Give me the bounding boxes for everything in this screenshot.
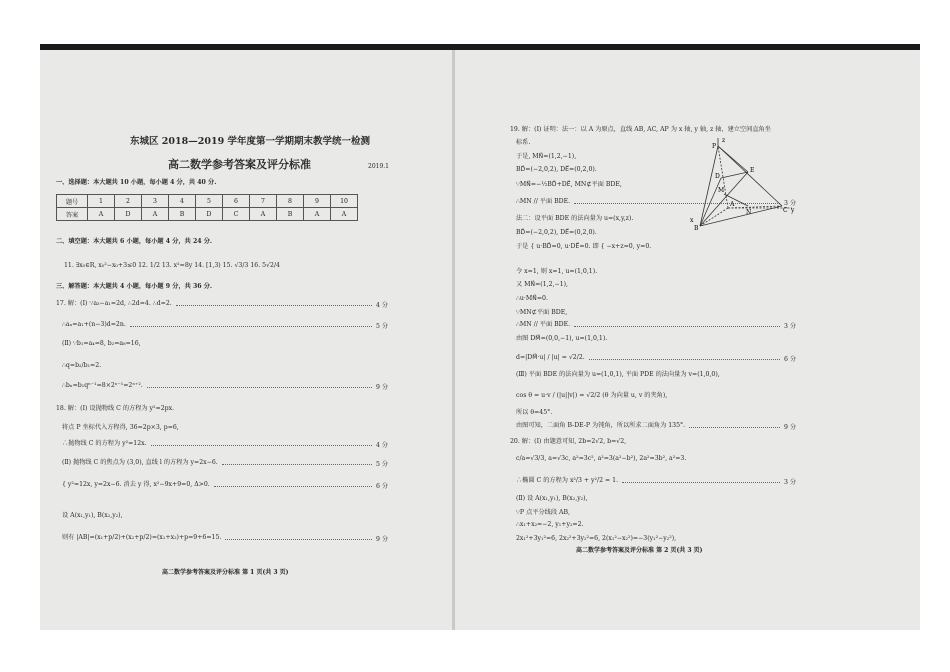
solution-line: 标系. bbox=[516, 139, 531, 146]
solution-line: d=|DM⃗·u| / |u| = √2/2. bbox=[516, 354, 585, 361]
score-mark: 3 分 bbox=[784, 479, 797, 486]
solution-line: (Ⅲ) 平面 BDE 的法向量为 u=(1,0,1), 平面 PDE 的法向量为 v=(1,0,0), bbox=[516, 371, 720, 378]
table-cell: 2 bbox=[115, 195, 142, 208]
solution-line: ∴aₙ=a₁+(n−3)d=2n. bbox=[62, 321, 126, 328]
table-cell: A bbox=[250, 208, 277, 221]
score-mark: 9 分 bbox=[376, 536, 389, 543]
leader-dots bbox=[130, 321, 372, 327]
figure-label-c: C bbox=[783, 207, 788, 214]
table-cell: 5 bbox=[196, 195, 223, 208]
solution-line: 20. 解：(Ⅰ) 由题意可知, 2b=2√2, b=√2, bbox=[510, 438, 627, 445]
figure-label-a: A bbox=[730, 201, 735, 208]
figure-label-y: y bbox=[791, 207, 795, 214]
solution-line: 18. 解：(Ⅰ) 设抛物线 C 的方程为 y²=2px. bbox=[56, 405, 175, 412]
leader-dots bbox=[176, 300, 372, 306]
solution-line: 由图 DM⃗=(0,0,−1), u=(1,0,1). bbox=[516, 335, 608, 342]
answer-table bbox=[56, 194, 358, 221]
solution-line: 将点 P 坐标代入方程得, 36=2p×3, p=6, bbox=[62, 424, 179, 431]
score-mark: 4 分 bbox=[376, 302, 389, 309]
exam-title: 东城区 2018—2019 学年度第一学期期末教学统一检测 bbox=[130, 136, 370, 147]
table-row bbox=[57, 208, 358, 221]
leader-dots bbox=[689, 422, 780, 428]
page-gutter bbox=[452, 50, 455, 630]
solution-line: ∴u·MN⃗=0. bbox=[516, 295, 548, 302]
score-mark: 4 分 bbox=[376, 442, 389, 449]
leader-dots bbox=[214, 481, 372, 487]
figure-label-z: z bbox=[722, 137, 726, 144]
solution-line: cos θ = u·v / (|u||v|) = √2/2 (θ 为向量 u, v 的夹角), bbox=[516, 392, 668, 399]
figure-label-b: B bbox=[694, 225, 699, 232]
table-cell: 4 bbox=[169, 195, 196, 208]
figure-label-n: N bbox=[746, 209, 752, 216]
exam-subtitle: 高二数学参考答案及评分标准 bbox=[168, 158, 311, 171]
table-cell: 8 bbox=[277, 195, 304, 208]
solution-line: (Ⅱ) ∵b₁=a₄=8, b₂=a₈=16, bbox=[62, 340, 141, 347]
solution-line: ∴x₁+x₂=−2, y₁+y₂=2. bbox=[516, 521, 584, 528]
solution-line: { y²=12x, y=2x−6. 消去 y 得, x²−9x+9=0, Δ>0. bbox=[62, 481, 210, 488]
page-1-footer: 高二数学参考答案及评分标准 第 1 页(共 3 页) bbox=[162, 569, 289, 576]
solution-line: 17. 解：(Ⅰ) ∵a₃−a₁=2d, ∴2d=4. ∴d=2. bbox=[56, 300, 172, 307]
solution-line: ∴q=b₂/b₁=2. bbox=[62, 362, 102, 369]
solution-line: (Ⅱ) 抛物线 C 的焦点为 (3,0), 直线 l 的方程为 y=2x−6. bbox=[62, 459, 218, 466]
page-2-footer: 高二数学参考答案及评分标准 第 2 页(共 3 页) bbox=[576, 547, 703, 554]
table-row bbox=[57, 195, 358, 208]
leader-dots bbox=[222, 459, 372, 465]
leader-dots bbox=[147, 382, 372, 388]
solution-line: 又 MN⃗=(1,2,−1), bbox=[516, 281, 569, 288]
figure-label-m: M bbox=[718, 187, 725, 194]
table-cell: 10 bbox=[331, 195, 358, 208]
solution-line: 法二：设平面 BDE 的法向量为 u=(x,y,z). bbox=[516, 215, 634, 222]
solution-line: 于是 { u·BD⃗=0, u·DE⃗=0. 即 { −x+z=0, y=0. bbox=[516, 243, 652, 250]
solution-line: 令 x=1, 则 x=1, u=(1,0,1). bbox=[516, 268, 598, 275]
leader-dots bbox=[589, 354, 780, 360]
solution-line: (Ⅱ) 设 A(x₁,y₁), B(x₂,y₂), bbox=[516, 495, 588, 502]
score-mark: 6 分 bbox=[784, 356, 797, 363]
score-mark: 3 分 bbox=[784, 323, 797, 330]
table-cell: 题号 bbox=[57, 195, 88, 208]
table-cell: B bbox=[169, 208, 196, 221]
table-cell: 1 bbox=[88, 195, 115, 208]
table-cell: C bbox=[223, 208, 250, 221]
section-3-heading: 三、解答题：本大题共 4 小题，每小题 9 分，共 36 分. bbox=[56, 283, 213, 290]
table-cell: A bbox=[304, 208, 331, 221]
table-cell: D bbox=[115, 208, 142, 221]
solution-line: ∵MN⃗=−½BD⃗+DE⃗, MN⊄平面 BDE, bbox=[516, 181, 622, 188]
solution-line: ∵MN⊄平面 BDE, bbox=[516, 309, 568, 316]
solution-line: 所以 θ=45°. bbox=[516, 409, 553, 416]
section-2-heading: 二、填空题：本大题共 6 小题，每小题 4 分，共 24 分. bbox=[56, 238, 213, 245]
solution-line: 2x₁²+3y₁²=6, 2x₂²+3y₂²=6, 2(x₁²−x₂²)=−3(y₁²−y₂²), bbox=[516, 535, 677, 542]
leader-dots bbox=[622, 477, 780, 483]
exam-date: 2019.1 bbox=[368, 163, 389, 170]
table-cell: 答案 bbox=[57, 208, 88, 221]
score-mark: 3 分 bbox=[784, 200, 797, 207]
solution-line: 则有 |AB|=(x₁+p/2)+(x₂+p/2)=(x₁+x₂)+p=9+6=15. bbox=[62, 534, 222, 541]
solution-line: ∴bₙ=b₁qⁿ⁻¹=8×2ⁿ⁻¹=2ⁿ⁺². bbox=[62, 382, 143, 389]
table-cell: 7 bbox=[250, 195, 277, 208]
table-cell: D bbox=[196, 208, 223, 221]
table-cell: B bbox=[277, 208, 304, 221]
table-cell: A bbox=[88, 208, 115, 221]
solution-line: ∴抛物线 C 的方程为 y²=12x. bbox=[62, 440, 147, 447]
fill-answers: 11. ∃x₀∈R, x₀²−x₀+3≤0 12. 1/2 13. x²=8y 14. [1,3) 15. √3/3 16. 5√2/4 bbox=[64, 262, 280, 269]
solution-line: ∴MN // 平面 BDE. bbox=[516, 198, 571, 205]
section-1-heading: 一、选择题：本大题共 10 小题，每小题 4 分，共 40 分. bbox=[56, 179, 217, 186]
solution-line: 由图可知，二面角 B-DE-P 为钝角，所以所求二面角为 135°. bbox=[516, 422, 686, 429]
figure-label-d: D bbox=[715, 173, 720, 180]
table-cell: 3 bbox=[142, 195, 169, 208]
solution-line: 于是, MN⃗=(1,2,−1), bbox=[516, 153, 577, 160]
solution-line: ∴椭圆 C 的方程为 x²/3 + y²/2 = 1. bbox=[516, 477, 619, 484]
figure-label-e: E bbox=[750, 167, 755, 174]
table-cell: 9 bbox=[304, 195, 331, 208]
table-cell: A bbox=[142, 208, 169, 221]
score-mark: 9 分 bbox=[784, 424, 797, 431]
leader-dots bbox=[574, 321, 780, 327]
score-mark: 9 分 bbox=[376, 384, 389, 391]
solution-line: 设 A(x₁,y₁), B(x₂,y₂), bbox=[62, 512, 123, 519]
table-cell: A bbox=[331, 208, 358, 221]
score-mark: 5 分 bbox=[376, 323, 389, 330]
figure-label-p: P bbox=[712, 143, 717, 150]
solution-line: c/a=√3/3, a=√3c, a²=3c², a²=3(a²−b²), 2a²=3b², a²=3. bbox=[516, 455, 687, 462]
score-mark: 5 分 bbox=[376, 461, 389, 468]
leader-dots bbox=[225, 534, 372, 540]
solution-line: ∴MN // 平面 BDE. bbox=[516, 321, 571, 328]
tetrahedron-figure bbox=[688, 134, 798, 234]
solution-line: BD⃗=(−2,0,2), DE⃗=(0,2,0). bbox=[516, 229, 597, 236]
solution-line: ∵P 点平分线段 AB, bbox=[516, 509, 570, 516]
solution-line: 19. 解：(Ⅰ) 证明：法一：以 A 为原点，直线 AB, AC, AP 为 x 轴, y 轴, z 轴，建立空间直角坐 bbox=[510, 126, 771, 133]
table-cell: 6 bbox=[223, 195, 250, 208]
figure-label-x: x bbox=[690, 217, 694, 224]
solution-line: BD⃗=(−2,0,2), DE⃗=(0,2,0). bbox=[516, 166, 597, 173]
score-mark: 6 分 bbox=[376, 483, 389, 490]
leader-dots bbox=[151, 440, 372, 446]
scan-top-edge bbox=[40, 44, 920, 50]
scanned-sheet bbox=[40, 44, 920, 630]
